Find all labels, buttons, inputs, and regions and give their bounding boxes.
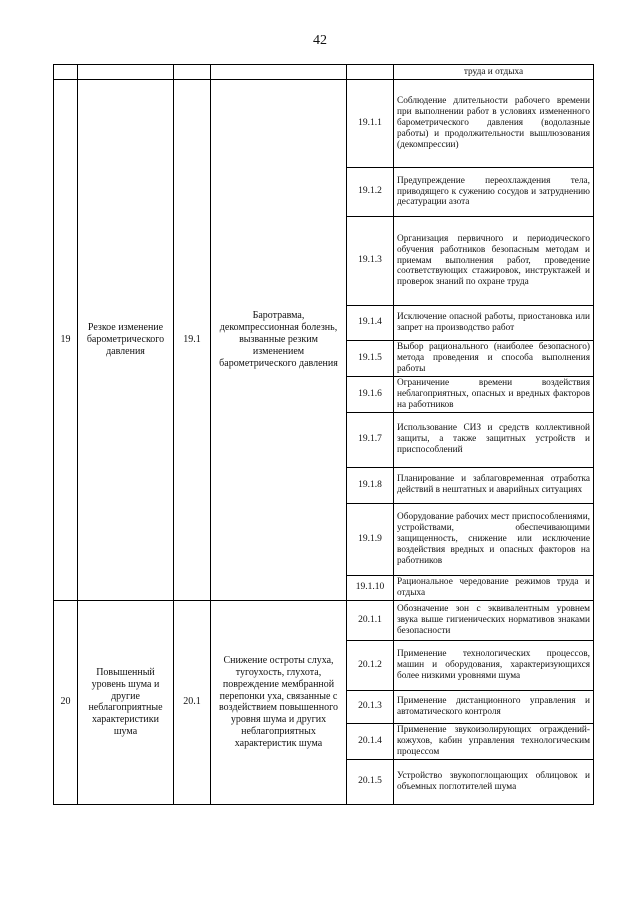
- measure-text: Предупреждение переохлаждения тела, приводящего к сужению сосудов и затруднению десатурации азота: [394, 168, 594, 217]
- measure-code: 20.1.1: [347, 600, 394, 640]
- measure-code: 19.1.3: [347, 217, 394, 306]
- hazard-number: 19: [54, 80, 78, 601]
- measure-text: Организация первичного и периодического обучения работников безопасным методам и приемам выполнения работ, проведение соответствующих стажировок, инструктажей и проверок знаний по охране труда: [394, 217, 594, 306]
- hazard-number: 20: [54, 600, 78, 804]
- measure-code: 19.1.8: [347, 467, 394, 503]
- factor-cell: [78, 65, 174, 80]
- table-row: [54, 80, 594, 168]
- measure-text: Оборудование рабочих мест приспособлениями, устройствами, обеспечивающими защищенность, снижение или исключение воздействия вредных и опасных факторов на работников: [394, 503, 594, 575]
- measure-code: 20.1.2: [347, 640, 394, 690]
- measure-text: Ограничение времени воздействия неблагоприятных, опасных и вредных факторов на работников: [394, 377, 594, 413]
- measure-code-cell: [347, 65, 394, 80]
- measure-code: 20.1.4: [347, 723, 394, 759]
- measure-text: Применение дистанционного управления и автоматического контроля: [394, 690, 594, 723]
- risk-description: Снижение остроты слуха, тугоухость, глухота, повреждение мембранной перепонки уха, связанные с воздействием повышенного уровня шума и других неблагоприятных характеристик шума: [211, 600, 347, 804]
- measure-code: 19.1.7: [347, 412, 394, 467]
- num-cell: [54, 65, 78, 80]
- measure-code: 19.1.10: [347, 575, 394, 600]
- measure-text: Выбор рационального (наиболее безопасного) метода проведения и способа выполнения работы: [394, 341, 594, 377]
- risk-code: 19.1: [174, 80, 211, 601]
- measure-text: Применение звукоизолирующих ограждений-кожухов, кабин управления технологическим процессом: [394, 723, 594, 759]
- measure-text: Использование СИЗ и средств коллективной защиты, а также защитных устройств и приспособлений: [394, 412, 594, 467]
- table-row: [54, 600, 594, 640]
- measure-text: Соблюдение длительности рабочего времени при выполнении работ в условиях измененного барометрического давления (водолазные работы) и продолжительности вышлюзования (декомпрессии): [394, 80, 594, 168]
- risk-description: Баротравма, декомпрессионная болезнь, вызванные резким изменением барометрического давления: [211, 80, 347, 601]
- measure-code: 20.1.5: [347, 759, 394, 804]
- measure-text: Рациональное чередование режимов труда и отдыха: [394, 575, 594, 600]
- measure-text: Планирование и заблаговременная отработка действий в нештатных и аварийных ситуациях: [394, 467, 594, 503]
- measure-code: 19.1.5: [347, 341, 394, 377]
- measure-code: 19.1.9: [347, 503, 394, 575]
- measure-text: Устройство звукопоглощающих облицовок и объемных поглотителей шума: [394, 759, 594, 804]
- measure-text: Исключение опасной работы, приостановка или запрет на производство работ: [394, 306, 594, 341]
- measure-text: Применение технологических процессов, машин и оборудования, характеризующихся более низкими уровнями шума: [394, 640, 594, 690]
- risk-code: 20.1: [174, 600, 211, 804]
- measure-text-cell: [394, 65, 594, 80]
- measure-code: 20.1.3: [347, 690, 394, 723]
- page-number: 42: [313, 33, 327, 48]
- hazard-factor: Повышенный уровень шума и другие неблагоприятные характеристики шума: [78, 600, 174, 804]
- measure-code: 19.1.1: [347, 80, 394, 168]
- measure-code: 19.1.6: [347, 377, 394, 413]
- measure-text: Обозначение зон с эквивалентным уровнем звука выше гигиенических нормативов знаками безопасности: [394, 600, 594, 640]
- measure-code: 19.1.2: [347, 168, 394, 217]
- measure-text: труда и отдыха: [463, 66, 524, 77]
- measure-code: 19.1.4: [347, 306, 394, 341]
- code-cell: [174, 65, 211, 80]
- hazard-measures-table: [53, 64, 594, 805]
- continuation-row: [54, 65, 594, 80]
- hazard-factor: Резкое изменение барометрического давления: [78, 80, 174, 601]
- risk-cell: [211, 65, 347, 80]
- table-body: [54, 65, 594, 805]
